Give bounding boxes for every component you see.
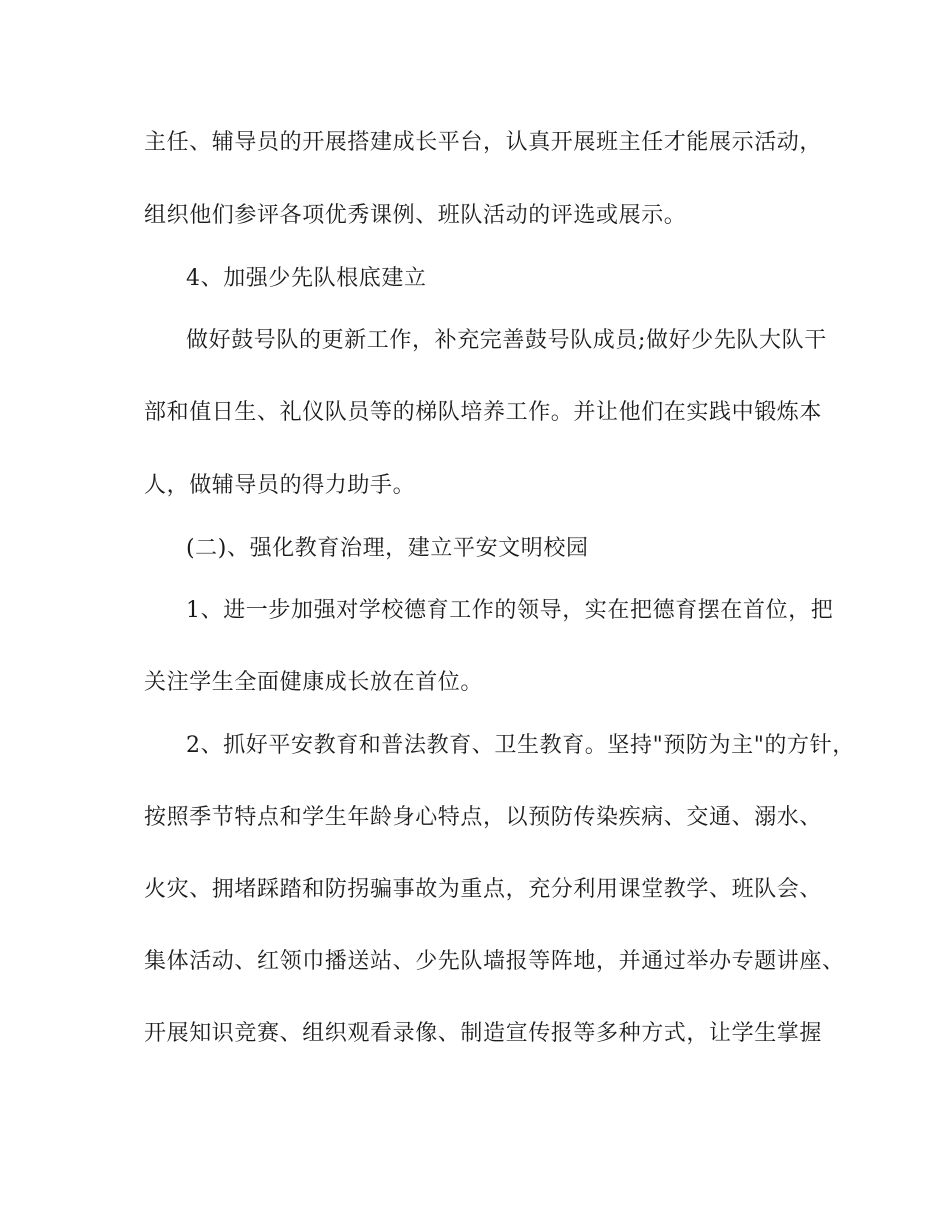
text-line: 主任、辅导员的开展搭建成长平台，认真开展班主任才能展示活动，: [144, 130, 823, 155]
text-line: 开展知识竞赛、组织观看录像、制造宣传报等多种方式，让学生掌握: [144, 1021, 823, 1046]
text-line: 人，做辅导员的得力助手。: [144, 473, 416, 498]
text-line: 组织他们参评各项优秀课例、班队活动的评选或展示。: [144, 203, 687, 228]
text-line: 关注学生全面健康成长放在首位。: [144, 670, 484, 695]
text-line: 部和值日生、礼仪队员等的梯队培养工作。并让他们在实践中锻炼本: [144, 400, 823, 425]
text-line: 火灾、拥堵踩踏和防拐骗事故为重点，充分利用课堂教学、班队会、: [144, 877, 823, 902]
text-line: 按照季节特点和学生年龄身心特点，以预防传染疾病、交通、溺水、: [144, 805, 823, 830]
text-line: 集体活动、红领巾播送站、少先队墙报等阵地，并通过举办专题讲座、: [144, 949, 845, 974]
text-line: 做好鼓号队的更新工作，补充完善鼓号队成员;做好少先队大队干: [186, 328, 827, 353]
text-line: 1、进一步加强对学校德育工作的领导，实在把德育摆在首位，把: [186, 598, 834, 623]
heading-line: 4、加强少先队根底建立: [186, 266, 427, 291]
text-line: 2、抓好平安教育和普法教育、卫生教育。坚持"预防为主"的方针，: [186, 733, 855, 758]
heading-line: (二)、强化教育治理，建立平安文明校园: [186, 536, 589, 561]
